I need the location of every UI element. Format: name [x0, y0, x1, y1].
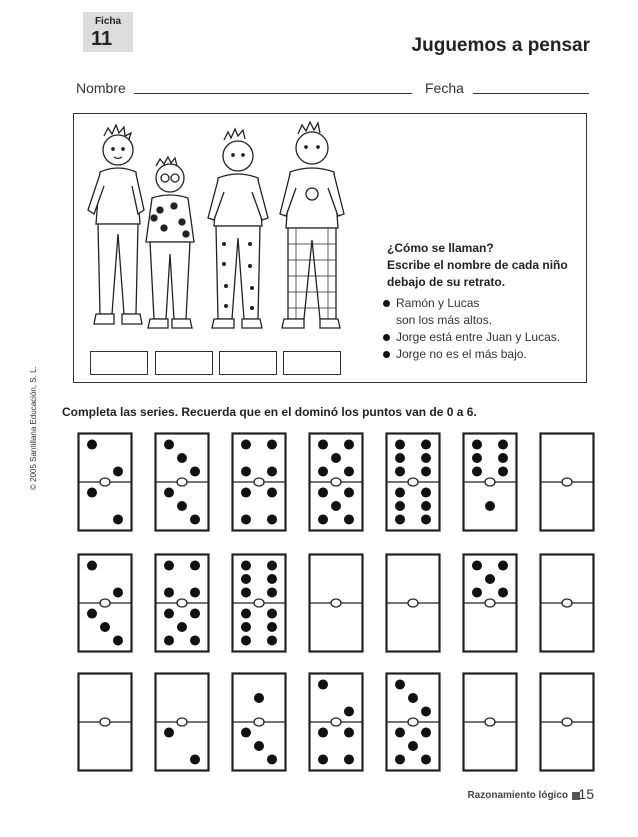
- domino-pip: [164, 561, 174, 571]
- domino-pip: [267, 609, 277, 619]
- clue-text: son los más altos.: [396, 313, 493, 327]
- domino-center-pin: [100, 478, 110, 486]
- domino-pip: [267, 635, 277, 645]
- domino-pip: [267, 466, 277, 476]
- domino-tile[interactable]: [77, 672, 133, 772]
- kid-4-figure: [280, 122, 344, 328]
- domino-pip: [241, 488, 251, 498]
- domino-pip: [113, 587, 123, 597]
- name-field[interactable]: [134, 93, 412, 94]
- domino-pip: [190, 754, 200, 764]
- domino-pip: [318, 488, 328, 498]
- domino-pip: [421, 706, 431, 716]
- domino-pip: [113, 466, 123, 476]
- domino-tile: [77, 553, 133, 653]
- domino-pip: [395, 466, 405, 476]
- domino-pip: [190, 587, 200, 597]
- domino-pip: [395, 514, 405, 524]
- series-instructions: Completa las series. Recuerda que en el dominó los puntos van de 0 a 6.: [62, 405, 477, 419]
- domino-pip: [241, 622, 251, 632]
- domino-center-pin: [485, 478, 495, 486]
- question-line: Escribe el nombre de cada niño: [387, 258, 568, 272]
- domino-pip: [267, 488, 277, 498]
- domino-pip: [472, 440, 482, 450]
- domino-center-pin: [331, 478, 341, 486]
- domino-tile: [231, 553, 287, 653]
- domino-pip: [190, 635, 200, 645]
- domino-tile[interactable]: [539, 432, 595, 532]
- domino-pip: [344, 466, 354, 476]
- domino-pip: [318, 754, 328, 764]
- clue-text: Jorge está entre Juan y Lucas.: [396, 330, 561, 344]
- page-title: Juguemos a pensar: [411, 35, 590, 56]
- domino-pip: [485, 574, 495, 584]
- domino-pip: [395, 453, 405, 463]
- domino-pip: [164, 609, 174, 619]
- domino-pip: [164, 488, 174, 498]
- domino-pip: [190, 514, 200, 524]
- domino-pip: [190, 609, 200, 619]
- domino-pip: [190, 466, 200, 476]
- domino-pip: [177, 453, 187, 463]
- domino-pip: [113, 635, 123, 645]
- domino-pip: [100, 622, 110, 632]
- domino-pip: [241, 440, 251, 450]
- domino-pip: [331, 501, 341, 511]
- domino-pip: [267, 440, 277, 450]
- domino-pip: [344, 440, 354, 450]
- domino-pip: [254, 741, 264, 751]
- domino-pip: [241, 514, 251, 524]
- domino-pip: [498, 561, 508, 571]
- domino-tile: [154, 432, 210, 532]
- domino-pip: [164, 440, 174, 450]
- domino-pip: [164, 635, 174, 645]
- date-label: Fecha: [425, 80, 464, 96]
- domino-center-pin: [408, 478, 418, 486]
- domino-pip: [241, 587, 251, 597]
- kid-1-figure: [88, 125, 144, 324]
- domino-tile: [154, 553, 210, 653]
- ficha-label: Ficha: [94, 16, 122, 27]
- domino-pip: [395, 728, 405, 738]
- domino-pip: [164, 728, 174, 738]
- domino-pip: [344, 514, 354, 524]
- domino-center-pin: [100, 718, 110, 726]
- domino-pip: [344, 754, 354, 764]
- domino-center-pin: [562, 718, 572, 726]
- kids-panel: [73, 113, 587, 383]
- domino-pip: [421, 466, 431, 476]
- domino-tile: [154, 672, 210, 772]
- domino-pip: [87, 561, 97, 571]
- domino-tile: [231, 672, 287, 772]
- clue-text: Jorge no es el más bajo.: [396, 347, 527, 361]
- domino-pip: [318, 680, 328, 690]
- domino-pip: [318, 728, 328, 738]
- date-field[interactable]: [473, 93, 589, 94]
- clue-list: [383, 295, 583, 363]
- domino-pip: [241, 466, 251, 476]
- domino-pip: [421, 488, 431, 498]
- bullet-icon: [383, 300, 390, 307]
- domino-pip: [421, 501, 431, 511]
- domino-pip: [254, 693, 264, 703]
- domino-pip: [177, 501, 187, 511]
- domino-pip: [241, 561, 251, 571]
- domino-pip: [87, 488, 97, 498]
- domino-tile: [231, 432, 287, 532]
- clue-item: [383, 329, 583, 346]
- domino-pip: [395, 680, 405, 690]
- domino-center-pin: [408, 718, 418, 726]
- domino-pip: [241, 728, 251, 738]
- answer-box-2[interactable]: [155, 351, 213, 375]
- domino-pip: [87, 609, 97, 619]
- domino-center-pin: [408, 599, 418, 607]
- domino-pip: [164, 587, 174, 597]
- domino-pip: [267, 514, 277, 524]
- domino-tile[interactable]: [539, 553, 595, 653]
- domino-center-pin: [254, 478, 264, 486]
- domino-tile: [77, 432, 133, 532]
- footer-section: Razonamiento lógico: [467, 790, 568, 801]
- domino-pip: [421, 754, 431, 764]
- kid-2-figure: [146, 157, 194, 328]
- domino-tile: [308, 432, 364, 532]
- domino-pip: [87, 440, 97, 450]
- domino-pip: [498, 453, 508, 463]
- domino-pip: [421, 453, 431, 463]
- domino-pip: [267, 561, 277, 571]
- domino-center-pin: [254, 599, 264, 607]
- domino-pip: [344, 728, 354, 738]
- clue-item: [383, 295, 583, 329]
- clue-item: [383, 346, 583, 363]
- domino-pip: [190, 561, 200, 571]
- domino-tile[interactable]: [462, 672, 518, 772]
- page-number: 15: [578, 786, 594, 802]
- domino-pip: [318, 514, 328, 524]
- clue-text: Ramón y Lucas: [396, 296, 480, 310]
- domino-tile: [385, 432, 441, 532]
- ficha-number: 11: [91, 28, 113, 50]
- domino-center-pin: [100, 599, 110, 607]
- domino-pip: [267, 574, 277, 584]
- domino-pip: [318, 466, 328, 476]
- domino-pip: [421, 514, 431, 524]
- domino-center-pin: [331, 718, 341, 726]
- domino-pip: [395, 501, 405, 511]
- domino-pip: [177, 622, 187, 632]
- domino-pip: [472, 453, 482, 463]
- domino-pip: [344, 488, 354, 498]
- domino-pip: [113, 514, 123, 524]
- domino-pip: [331, 453, 341, 463]
- bullet-icon: [383, 334, 390, 341]
- name-label: Nombre: [76, 80, 126, 96]
- domino-tile: [462, 432, 518, 532]
- domino-pip: [241, 574, 251, 584]
- domino-tile: [308, 672, 364, 772]
- domino-center-pin: [562, 599, 572, 607]
- domino-pip: [472, 587, 482, 597]
- domino-pip: [267, 587, 277, 597]
- ficha-badge: [83, 12, 133, 52]
- answer-box-1[interactable]: [90, 351, 148, 375]
- domino-pip: [408, 741, 418, 751]
- domino-pip: [267, 754, 277, 764]
- domino-center-pin: [254, 718, 264, 726]
- domino-pip: [395, 440, 405, 450]
- domino-pip: [498, 466, 508, 476]
- domino-pip: [485, 501, 495, 511]
- domino-pip: [344, 706, 354, 716]
- domino-center-pin: [177, 718, 187, 726]
- domino-tile[interactable]: [539, 672, 595, 772]
- domino-center-pin: [485, 718, 495, 726]
- domino-pip: [472, 561, 482, 571]
- domino-center-pin: [331, 599, 341, 607]
- question-text: [387, 240, 577, 291]
- domino-pip: [498, 587, 508, 597]
- domino-center-pin: [177, 599, 187, 607]
- answer-box-3[interactable]: [219, 351, 277, 375]
- domino-pip: [267, 622, 277, 632]
- domino-tile[interactable]: [308, 553, 364, 653]
- domino-center-pin: [485, 599, 495, 607]
- question-line: ¿Cómo se llaman?: [387, 241, 494, 255]
- domino-pip: [241, 635, 251, 645]
- kid-3-figure: [208, 129, 268, 328]
- domino-pip: [395, 754, 405, 764]
- domino-pip: [498, 440, 508, 450]
- domino-pip: [421, 440, 431, 450]
- domino-tile[interactable]: [385, 553, 441, 653]
- domino-pip: [241, 609, 251, 619]
- copyright-credit: © 2005 Santillana Educación, S. L.: [29, 366, 38, 490]
- domino-center-pin: [562, 478, 572, 486]
- answer-box-4[interactable]: [283, 351, 341, 375]
- four-kids-illustration: [74, 114, 374, 344]
- domino-pip: [408, 693, 418, 703]
- domino-tile: [462, 553, 518, 653]
- domino-pip: [421, 728, 431, 738]
- domino-pip: [395, 488, 405, 498]
- bullet-icon: [383, 351, 390, 358]
- domino-pip: [318, 440, 328, 450]
- domino-tile: [385, 672, 441, 772]
- domino-center-pin: [177, 478, 187, 486]
- question-line: debajo de su retrato.: [387, 275, 506, 289]
- domino-pip: [472, 466, 482, 476]
